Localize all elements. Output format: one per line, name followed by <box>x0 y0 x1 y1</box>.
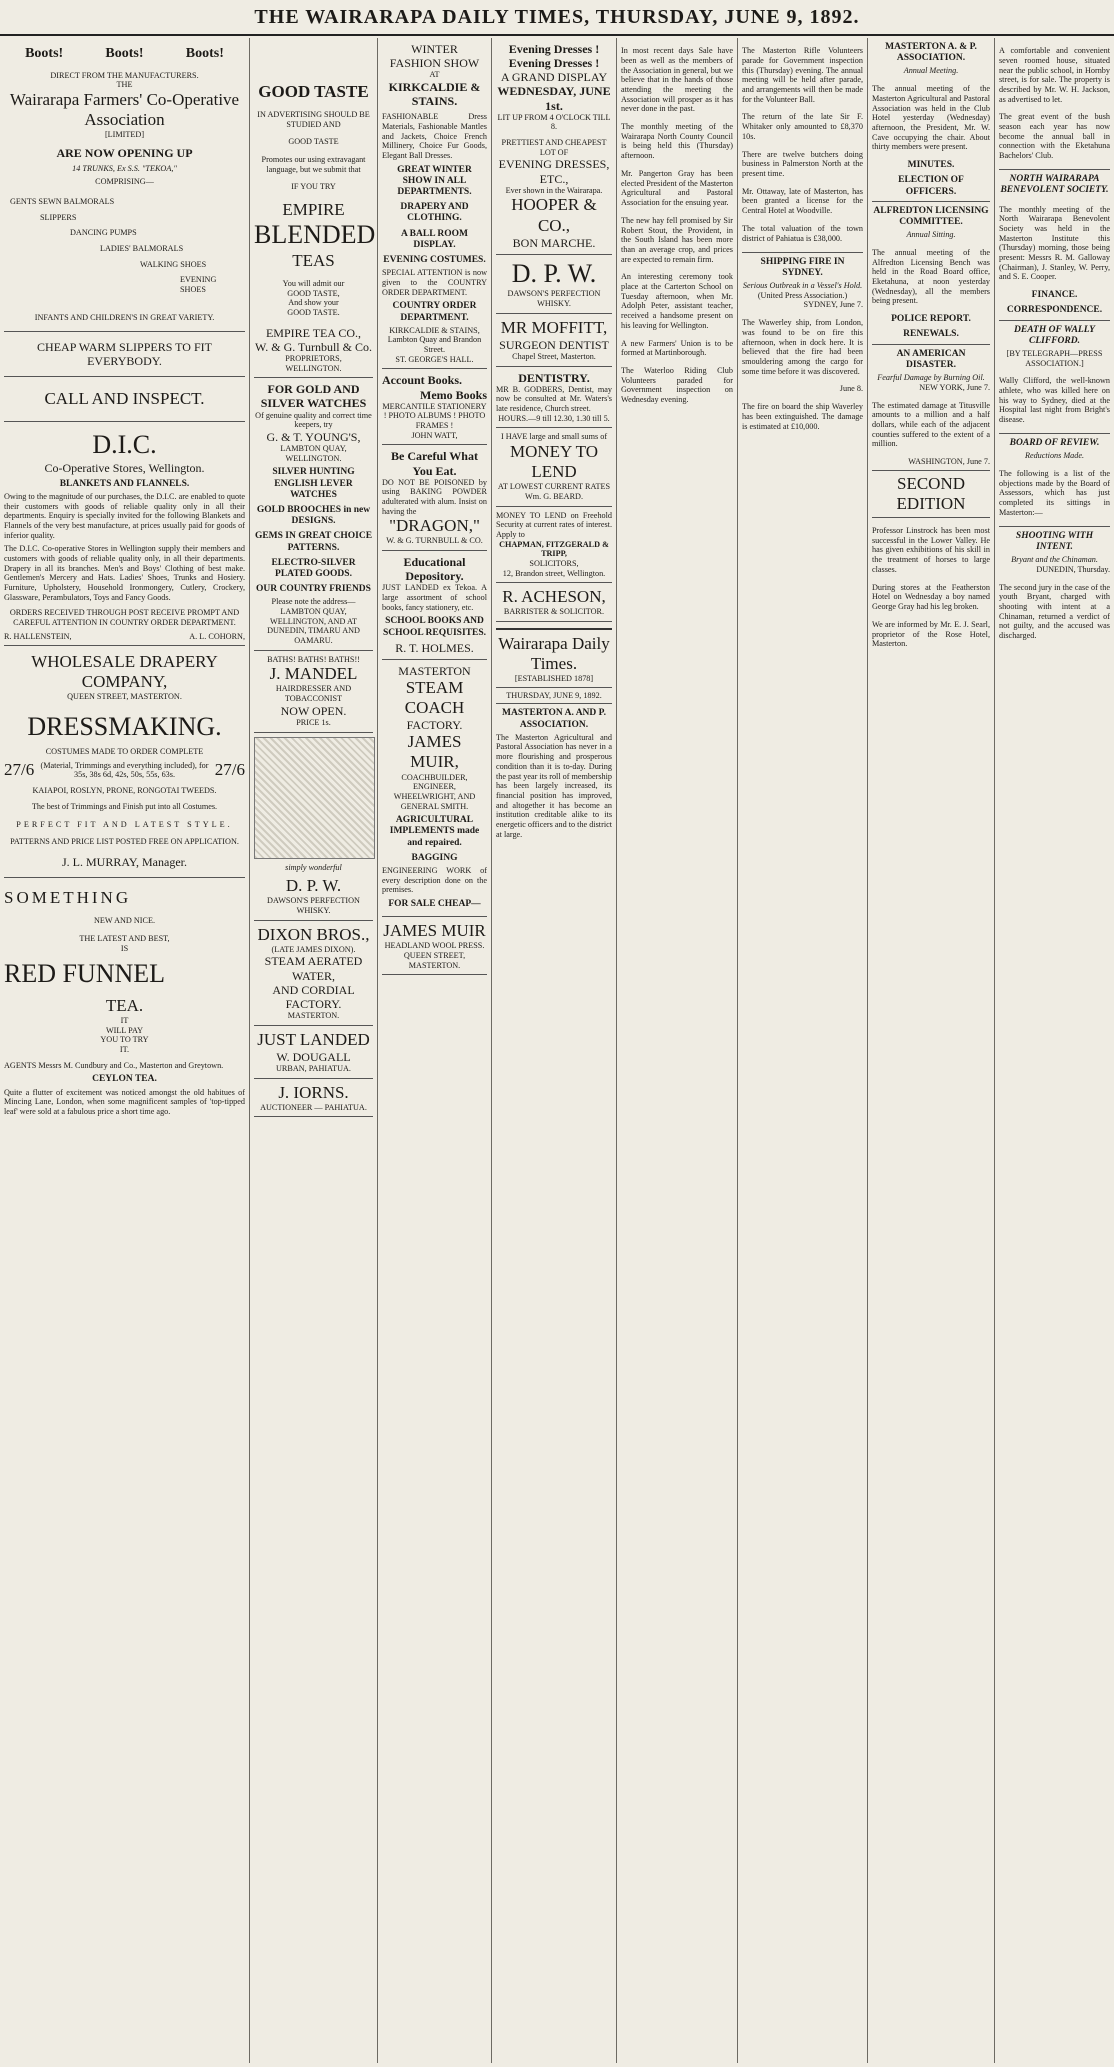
hours-line: HOURS.—9 till 12.30, 1.30 till 5. <box>498 413 610 423</box>
comprising-line: COMPRISING— <box>95 177 154 187</box>
times-title: Wairarapa Daily Times. <box>498 633 610 674</box>
cordial-line: AND CORDIAL FACTORY. <box>272 982 355 1011</box>
something-line: SOMETHING <box>4 888 132 908</box>
news-paragraph: There are twelve butchers doing business in Palmerston North at the present time. <box>742 149 863 178</box>
chapel-line: Chapel Street, Masterton. <box>512 351 596 361</box>
empire-co-line: EMPIRE TEA CO., <box>265 325 362 340</box>
dpw-ad <box>254 872 373 920</box>
dpw-title: D. P. W. <box>511 258 597 288</box>
dic-subtitle: Co-Operative Stores, Wellington. <box>44 460 205 475</box>
minutes-heading: MINUTES. <box>907 160 955 171</box>
renewals-heading: RENEWALS. <box>903 329 959 340</box>
iorns-name: J. IORNS. <box>278 1082 349 1102</box>
reductions-subheading: Reductions Made. <box>1024 451 1085 461</box>
headland-line: HEADLAND WOOL PRESS. <box>384 941 485 951</box>
news-paragraph: Professor Linstrock has been most successful in the Lower Valley. He has given exhibitions of his skill in the treatment of horses to large classes. <box>872 526 990 574</box>
column-8 <box>995 38 1114 2063</box>
dougall-ad <box>254 1026 373 1079</box>
dateline: NEW YORK, June 7. <box>919 382 990 392</box>
coachbuilder-line: COACHBUILDER, ENGINEER, WHEELWRIGHT, AND GENERAL SMITH. <box>393 772 476 811</box>
news-paragraph: The annual meeting of the Masterton Agricultural and Pastoral Association was held in the Club Hotel yesterday (Wednesday) afternoon, the President, Mr. W. Cave occupying the chair. About thirty members were present. <box>872 84 990 152</box>
moffitt-name: MR MOFFITT, <box>500 317 608 337</box>
bryant-subheading: Bryant and the Chinaman. <box>1011 555 1098 565</box>
wholesale-address: QUEEN STREET, MASTERTON. <box>67 692 182 702</box>
good-taste-line: GOOD TASTE. <box>287 307 340 317</box>
james-muir-name: JAMES MUIR, <box>407 732 462 772</box>
goods-list <box>4 187 245 305</box>
sole-agents-line: W. & G. TURNBULL & CO. <box>386 536 483 546</box>
news-paragraph: The total valuation of the town district of Pahiatua is £38,000. <box>742 224 863 243</box>
now-open-line: NOW OPEN. <box>280 703 347 718</box>
evening-heading: EVENING COSTUMES. <box>383 255 486 266</box>
latest-line: THE LATEST AND BEST, <box>79 934 170 944</box>
brandon-line: 12, Brandon street, Wellington. <box>502 568 606 578</box>
auctioneer-line: AUCTIONEER — PAHIATUA. <box>260 1102 367 1112</box>
benevolent-heading: NORTH WAIRARAPA BENEVOLENT SOCIETY. <box>1000 173 1109 196</box>
news-paragraph: The Waterloo Riding Club Volunteers paraded for Government inspection on Wednesday evening. <box>621 366 733 405</box>
young-watches-ad <box>254 378 373 651</box>
dic-title: D.I.C. <box>92 429 157 459</box>
watt-ad <box>382 369 487 445</box>
press-line: (United Press Association.) <box>757 290 848 300</box>
the-line: THE <box>116 80 133 90</box>
news-paragraph: The second jury in the case of the youth Bryant, charged with shooting with intent at a Chinaman, returned a verdict of not guilty, and the accused was discharged. <box>999 582 1110 640</box>
special-text: SPECIAL ATTENTION is now given to the COUNTRY ORDER DEPARTMENT. <box>382 268 487 297</box>
association-heading: MASTERTON A. & P. ASSOCIATION. <box>885 42 977 64</box>
st-georges-line: ST. GEORGE'S HALL. <box>395 354 474 364</box>
red-funnel-title: RED FUNNEL <box>4 959 166 989</box>
mandel-ad <box>254 651 373 733</box>
price-row <box>4 760 245 780</box>
goods-item: DANCING PUMPS <box>70 228 137 238</box>
dawson-line: DAWSON'S PERFECTION WHISKY. <box>507 289 601 309</box>
dpw-title: D. P. W. <box>285 876 342 896</box>
evening-dresses-etc: EVENING DRESSES, ETC., <box>498 157 610 186</box>
wednesday-line: WEDNESDAY, JUNE 1st. <box>497 84 611 113</box>
queen-street-line: QUEEN STREET, MASTERTON. <box>403 950 466 970</box>
masthead-title: THE WAIRARAPA DAILY TIMES, THURSDAY, JUNE 9, 1892. <box>254 6 860 28</box>
date-line: THURSDAY, JUNE 9, 1892. <box>506 690 602 700</box>
signatories <box>4 632 245 642</box>
just-landed-text: JUST LANDED ex Tekoa. A large assortment of school books, fancy stationery, etc. <box>382 583 487 612</box>
masthead <box>0 0 1114 36</box>
column-5 <box>617 38 738 2063</box>
costumes-line: COSTUMES MADE TO ORDER COMPLETE <box>45 746 204 756</box>
silver-hunting-heading: SILVER HUNTING ENGLISH LEVER WATCHES <box>272 467 355 500</box>
blended-word: BLENDED <box>254 220 376 250</box>
just-landed-title: JUST LANDED <box>257 1029 370 1049</box>
gold-brooches-heading: GOLD BROOCHES in new DESIGNS. <box>256 504 371 527</box>
hairdresser-line: HAIRDRESSER AND TOBACCONIST <box>275 684 352 704</box>
dentistry-ad <box>496 367 612 429</box>
kirkcaldie-name-2: KIRKCALDIE & STAINS, <box>389 325 480 335</box>
dixon-ad <box>254 921 373 1026</box>
evening-dresses-title-2: Evening Dresses ! <box>508 56 600 71</box>
good-taste-line: GOOD TASTE <box>288 137 339 147</box>
james-muir-name-2: JAMES MUIR <box>383 921 486 941</box>
column-4 <box>492 38 617 2063</box>
goods-item: EVENING SHOES <box>180 275 217 295</box>
goods-item: GENTS SEWN BALMORALS <box>10 197 115 207</box>
urban-line: URBAN, PAHIATUA. <box>276 1063 351 1073</box>
blankets-text: Owing to the magnitude of our purchases, the D.I.C. are enabled to quote their customers with goods of reliable quality only in all their departments. Enquiry is specially invited for the following Blankets and Flannels of the very best manufacture, at prices usually paid for goods of inferior quality. <box>4 491 245 540</box>
new-nice-line: NEW AND NICE. <box>93 916 156 926</box>
fabrics-line: KAIAPOI, ROSLYN, PRONE, RONGOTAI TWEEDS. <box>32 786 217 796</box>
dateline: June 8. <box>839 384 863 394</box>
admit-line: You will admit our <box>282 278 345 288</box>
electro-heading: ELECTRO-SILVER PLATED GOODS. <box>271 557 356 579</box>
godbers-text: MR B. GODBERS, Dentist, may now be consulted at Mr. Waters's late residence, Church street. <box>496 384 612 414</box>
factory-line: FACTORY. <box>406 718 463 733</box>
dateline: SYDNEY, June 7. <box>803 300 863 310</box>
account-books-title: Account Books. <box>382 373 463 388</box>
iorns-ad <box>254 1079 373 1118</box>
shooting-heading: SHOOTING WITH INTENT. <box>1015 530 1094 552</box>
news-paragraph: The fire on board the ship Waverley has been extinguished. The damage is estimated at £10,000. <box>742 402 863 431</box>
goods-item: LADIES' BALMORALS <box>100 244 184 254</box>
memo-books-title: Memo Books <box>420 387 487 402</box>
turnbull-line: W. & G. Turnbull & Co. <box>255 339 372 354</box>
chapman-name: CHAPMAN, FITZGERALD & TRIPP, <box>499 539 609 559</box>
dateline: WASHINGTON, June 7. <box>908 457 990 467</box>
dragon-title: "DRAGON," <box>389 516 480 536</box>
column-2 <box>250 38 378 2063</box>
manager-line: J. L. MURRAY, Manager. <box>61 855 187 870</box>
agents-line: AGENTS Messrs M. Cundbury and Co., Masterton and Greytown. <box>4 1060 224 1070</box>
dpw-ad-2 <box>496 255 612 314</box>
good-taste-line: GOOD TASTE, <box>287 288 340 298</box>
news-paragraph: During stores at the Featherston Hotel on Wednesday a boy named George Gray had his leg broken. <box>872 582 990 611</box>
news-paragraph: The return of the late Sir F. Whitaker only amounted to £8,370 10s. <box>742 112 863 141</box>
trimmings-line: The best of Trimmings and Finish put into all Costumes. <box>31 802 218 812</box>
news-paragraph: The great event of the bush season each year has now become the annual ball in connection with the Eketahuna Bachelors' Club. <box>999 112 1110 161</box>
teas-word: TEAS <box>292 250 335 270</box>
grand-display-line: A GRAND DISPLAY <box>500 70 608 85</box>
dateline: DUNEDIN, Thursday. <box>1036 564 1110 574</box>
ball-room-heading: A BALL ROOM DISPLAY. <box>400 228 469 250</box>
dougall-name: W. DOUGALL <box>276 1049 351 1064</box>
police-heading: POLICE REPORT. <box>891 314 971 325</box>
steam-line: STEAM AERATED WATER, <box>264 954 363 983</box>
ever-shown-line: Ever shown in the Wairarapa. <box>505 185 603 195</box>
ceylon-heading: CEYLON TEA. <box>92 1074 157 1085</box>
engraving-illustration <box>254 737 375 859</box>
trunks-line: 14 TRUNKS, Ex S.S. "TEKOA," <box>72 163 177 173</box>
news-paragraph: A comfortable and convenient seven roomed house, situated near the public school, in Hornby street, is for sale. The property is described by Mr. W. H. Jackson, as advertised to let. <box>999 46 1110 104</box>
good-taste-title: GOOD TASTE <box>258 82 369 101</box>
article-text: The Masterton Agricultural and Pastoral Association has never in a more flourishing and prosperous condition than it is to-day. During the past year its roll of membership has been largely increased, its financial position has improved, and altogether it has become an institution creditable alike to its energetic officers and to the district at large. <box>496 732 612 839</box>
winter-line: WINTER <box>411 42 458 56</box>
for-sale-heading: FOR SALE CHEAP— <box>388 899 481 910</box>
editorial-section <box>496 628 612 839</box>
news-paragraph: The monthly meeting of the North Wairarapa Benevolent Society was held in the Masterton Institute this (Thursday) morning, those being present: Messrs R. M. Galloway (Chairman), J. Stanley, W. Perry, and S. E. Cooper. <box>999 204 1110 282</box>
news-paragraph: Mr. Pangerton Gray has been elected President of the Masterton Agricultural and Pastoral Association for the ensuing year. <box>621 168 733 207</box>
gold-silver-title: FOR GOLD AND SILVER WATCHES <box>260 382 367 411</box>
news-paragraph: Wally Clifford, the well-known athlete, who was killed here on his way to Sydney, died at the Hospital last night from Bright's disease. <box>999 376 1110 425</box>
solicitors-line: SOLICITORS, <box>529 558 579 568</box>
evening-dresses-title: Evening Dresses ! <box>508 42 600 56</box>
beard-ad <box>496 428 612 506</box>
patterns-line: PATTERNS AND PRICE LIST POSTED FREE ON APPLICATION. <box>10 837 239 847</box>
slippers-line: CHEAP WARM SLIPPERS TO FIT EVERYBODY. <box>37 339 212 368</box>
school-books-heading: SCHOOL BOOKS AND SCHOOL REQUISITES. <box>383 616 486 638</box>
news-paragraph: The estimated damage at Titusville amounts to a million and a half dollars, while each of the adjacent counties suffered to the extent of a million. <box>872 400 990 449</box>
column-1 <box>0 38 250 2063</box>
tea-title: TEA. <box>105 996 144 1016</box>
press-line: [BY TELEGRAPH—PRESS ASSOCIATION.] <box>1006 348 1103 368</box>
board-heading: BOARD OF REVIEW. <box>1009 438 1100 448</box>
established-line: [ESTABLISHED 1878] <box>514 674 594 684</box>
masterton-line: MASTERTON. <box>287 1011 340 1021</box>
infants-line: INFANTS AND CHILDREN'S IN GREAT VARIETY. <box>34 312 215 322</box>
it-end-line: IT. <box>119 1045 130 1055</box>
direct-line: DIRECT FROM THE MANUFACTURERS. <box>50 70 199 80</box>
mandel-name: J. MANDEL <box>269 664 358 684</box>
dentistry-title: DENTISTRY. <box>518 370 590 385</box>
masterton-line: MASTERTON <box>398 664 471 678</box>
address-line: LAMBTON QUAY, WELLINGTON, AND AT DUNEDIN, TIMARU AND OAMARU. <box>267 607 360 646</box>
fashionable-text: FASHIONABLE Dress Materials, Fashionable Mantles and Jackets, Choice French Millinery, Choice Fur Goods, Elegant Ball Dresses. <box>382 112 487 160</box>
goods-item: WALKING SHOES <box>140 259 207 269</box>
boots-word: Boots! <box>25 46 64 61</box>
great-winter-heading: GREAT WINTER SHOW IN ALL DEPARTMENTS. <box>397 164 472 198</box>
shipping-fire-heading: SHIPPING FIRE IN SYDNEY. <box>760 256 845 278</box>
fashion-line: FASHION SHOW <box>389 56 480 71</box>
column-6 <box>738 38 868 2063</box>
lambton-line: LAMBTON QUAY, WELLINGTON. <box>280 444 347 463</box>
young-name: G. & T. YOUNG'S, <box>266 429 361 444</box>
price-left: 27/6 <box>4 760 35 780</box>
moffitt-ad <box>496 314 612 367</box>
boots-word: Boots! <box>185 46 224 61</box>
muir-ad <box>382 660 487 917</box>
column-7 <box>868 38 995 2063</box>
news-paragraph: In most recent days Sale have been as well as the members of the Association in general, but we believe that in the hands of those attending the meeting the Association will prosper as it has never done in the past. <box>621 46 733 114</box>
materials-text: (Material, Trimmings and everything included), for 35s, 38s 6d, 42s, 50s, 55s, 63s. <box>40 760 209 780</box>
goods-item: SLIPPERS <box>40 212 77 222</box>
second-edition-heading: SECOND EDITION <box>896 473 966 513</box>
clifford-heading: DEATH OF WALLY CLIFFORD. <box>1014 324 1095 346</box>
is-line: IS <box>120 943 129 953</box>
finance-heading: FINANCE. <box>1031 290 1078 301</box>
price-right: 27/6 <box>214 760 245 780</box>
empire-word: EMPIRE <box>282 200 345 220</box>
licensing-heading: ALFREDTON LICENSING COMMITTEE. <box>873 205 989 227</box>
wellington-line: WELLINGTON. <box>285 363 342 373</box>
news-paragraph: Mr. Ottaway, late of Masterton, has been granted a license for the Central Hotel at Woodville. <box>742 186 863 216</box>
note-line: Please note the address— <box>271 597 356 607</box>
limited-line: [LIMITED] <box>104 129 145 139</box>
news-paragraph: The following is a list of the objections made by the Board of Assessors, which has just completed its sittings in Masterton:— <box>999 469 1110 517</box>
chapman-ad <box>496 507 612 584</box>
have-line: I HAVE large and small sums of <box>500 432 608 442</box>
it-line: IT <box>120 1016 129 1026</box>
engineering-text: ENGINEERING WORK of every description done on the premises. <box>382 866 487 895</box>
dic-text: The D.I.C. Co-operative Stores in Wellington supply their members and customers with goods of reliable quality only, in all their departments. Drapery in all its branches. Men's and Boys' Clothing of best make. Gentlemen's Mercery and Hats. Ladies' Shoes, Trunks and Hosiery. Furniture, Upholstery, Household Ironmongery, Cutlery, Crockery, Glassware, Perambulators, Toys and Fancy Goods. <box>4 544 245 602</box>
money-title: MONEY TO LEND <box>510 442 598 482</box>
gems-heading: GEMS IN GREAT CHOICE PATTERNS. <box>254 531 373 553</box>
dressmaking-title: DRESSMAKING. <box>27 712 222 742</box>
if-you-try-line: IF YOU TRY <box>291 182 336 192</box>
annual-meeting-subheading: Annual Meeting. <box>903 66 959 76</box>
empire-tea-ad <box>254 38 376 378</box>
news-paragraph: A new Farmers' Union is to be formed at Martinborough. <box>621 338 733 358</box>
genuine-line: Of genuine quality and correct time keepers, try <box>255 410 372 430</box>
friends-heading: OUR COUNTRY FRIENDS <box>256 584 371 595</box>
news-paragraph: We are informed by Mr. E. J. Searl, proprietor of the Rose Hotel, Masterton. <box>872 619 990 649</box>
news-paragraph: The new hay fell promised by Sir Robert Stout, the Provident, in the South Island has been more than an average crop, and prices are expected to remain firm. <box>621 215 733 264</box>
implements-heading: AGRICULTURAL IMPLEMENTS made and repaired. <box>389 815 480 848</box>
ceylon-text: Quite a flutter of excitement was noticed amongst the old habitues of Mincing Lane, London, when some magnificent samples of 'top-tipped leaf' were sold at a fabulous price a short time ago. <box>4 1087 245 1116</box>
bagging-heading: BAGGING <box>411 852 458 863</box>
disaster-subheading: Fearful Damage by Burning Oil. <box>877 373 985 383</box>
drapery-heading: DRAPERY AND CLOTHING. <box>400 202 469 224</box>
barrister-line: BARRISTER & SOLICITOR. <box>503 607 605 617</box>
money-lend-text: MONEY TO LEND on Freehold Security at current rates of interest. Apply to <box>496 510 612 539</box>
mercantile-line: MERCANTILE STATIONERY ! PHOTO ALBUMS ! PHOTO FRAMES ! <box>382 401 487 431</box>
holmes-name: R. T. HOLMES. <box>395 640 474 655</box>
show-line: And show your <box>288 298 339 308</box>
careful-title: Be Careful What You Eat. <box>391 449 478 478</box>
john-watt-name: JOHN WATT, <box>411 430 458 440</box>
wholesale-title: WHOLESALE DRAPERY COMPANY, <box>31 652 218 692</box>
disaster-heading: AN AMERICAN DISASTER. <box>896 348 966 370</box>
article-headline: MASTERTON A. AND P. ASSOCIATION. <box>502 708 606 730</box>
dixon-name: DIXON BROS., <box>257 924 370 944</box>
poisoned-text: DO NOT BE POISONED by using BAKING POWDER adulterated with alum. Insist on having the <box>382 477 487 516</box>
signatory: A. L. COHORN, <box>189 631 245 641</box>
boots-headline <box>4 38 245 71</box>
boots-word: Boots! <box>105 46 144 61</box>
news-paragraph: The Wawerley ship, from London, was found to be on fire this afternoon, when in dock here. It is believed that the fire had been smouldering among the cargo for some time before it was discovered. <box>742 318 863 376</box>
at-line: AT <box>429 70 440 80</box>
lit-up-line: LIT UP FROM 4 O'CLOCK TILL 8. <box>497 112 611 132</box>
lambton-line: Lambton Quay and Brandon Street. <box>387 335 482 355</box>
acheson-ad <box>496 583 612 622</box>
educational-title: Educational Depository. <box>403 555 466 584</box>
baths-line: BATHS! BATHS! BATHS!! <box>267 654 360 664</box>
news-paragraph: An interesting ceremony took place at the Carterton School on Tuesday afternoon, when Mr. Adolph Peter, assistant teacher, received a handsome present on his leaving for Wellington. <box>621 272 733 330</box>
country-dept-heading: COUNTRY ORDER DEPARTMENT. <box>392 301 477 323</box>
shipping-fire-subheading: Serious Outbreak in a Vessel's Hold. <box>742 280 863 290</box>
surgeon-line: SURGEON DENTIST <box>499 337 609 352</box>
prettiest-line: PRETTIEST AND CHEAPEST LOT OF <box>501 138 607 157</box>
illustration-caption: simply wonderful <box>285 862 342 872</box>
hooper-name: HOOPER & CO., <box>511 195 597 235</box>
proprietors-line: PROPRIETORS, <box>285 353 342 363</box>
hooper-ad <box>496 38 612 255</box>
officers-heading: ELECTION OF OFFICERS. <box>898 175 964 197</box>
you-to-try-line: YOU TO TRY <box>100 1035 149 1045</box>
news-paragraph: The Masterton Rifle Volunteers parade for Government inspection this (Thursday) evening. The annual meeting will be held after parade, and arrangements will then be made for the Volunteer Ball. <box>742 46 863 104</box>
beard-name: Wm. G. BEARD. <box>525 491 583 501</box>
dixon-sub: (LATE JAMES DIXON). <box>271 944 356 954</box>
association-name: Wairarapa Farmers' Co-Operative Association <box>9 89 240 129</box>
educational-ad <box>382 551 487 660</box>
column-3 <box>378 38 492 2063</box>
news-paragraph: The monthly meeting of the Wairarapa North County Council is being held this (Thursday) afternoon. <box>621 122 733 161</box>
signatory: R. HALLENSTEIN, <box>4 631 72 641</box>
kirkcaldie-name: KIRKCALDIE & STAINS. <box>388 79 481 109</box>
will-pay-line: WILL PAY <box>105 1025 144 1035</box>
news-paragraph: The annual meeting of the Alfredton Licensing Bench was held in the Road Board office, Eketahuna, at noon yesterday (Wednesday), all the members being present. <box>872 248 990 306</box>
dawson-line: DAWSON'S PERFECTION WHISKY. <box>267 896 360 916</box>
headland-ad <box>382 917 487 975</box>
lowest-line: AT LOWEST CURRENT RATES <box>497 482 611 492</box>
advertising-line: IN ADVERTISING SHOULD BE STUDIED AND <box>257 110 370 129</box>
orders-text: ORDERS RECEIVED THROUGH POST RECEIVE PROMPT AND CAREFUL ATTENTION IN COUNTRY ORDER DEPARTMENT. <box>9 608 240 627</box>
bon-marche-line: BON MARCHE. <box>512 235 596 250</box>
perfect-fit-line: PERFECT FIT AND LATEST STYLE. <box>16 819 233 829</box>
acheson-name: R. ACHESON, <box>502 587 606 607</box>
promotes-line: Promotes our using extravagant language, but we submit that <box>261 155 366 174</box>
kirkcaldie-ad <box>382 38 487 369</box>
blankets-heading: BLANKETS AND FLANNELS. <box>59 478 190 489</box>
dragon-ad <box>382 445 487 551</box>
annual-sitting-subheading: Annual Sitting. <box>906 230 956 240</box>
price-line: PRICE 1s. <box>296 717 331 727</box>
opening-line: ARE NOW OPENING UP <box>56 145 193 160</box>
correspondence-heading: CORRESPONDENCE. <box>1006 305 1103 316</box>
call-inspect: CALL AND INSPECT. <box>44 388 205 408</box>
steam-coach-title: STEAM COACH <box>404 678 465 718</box>
